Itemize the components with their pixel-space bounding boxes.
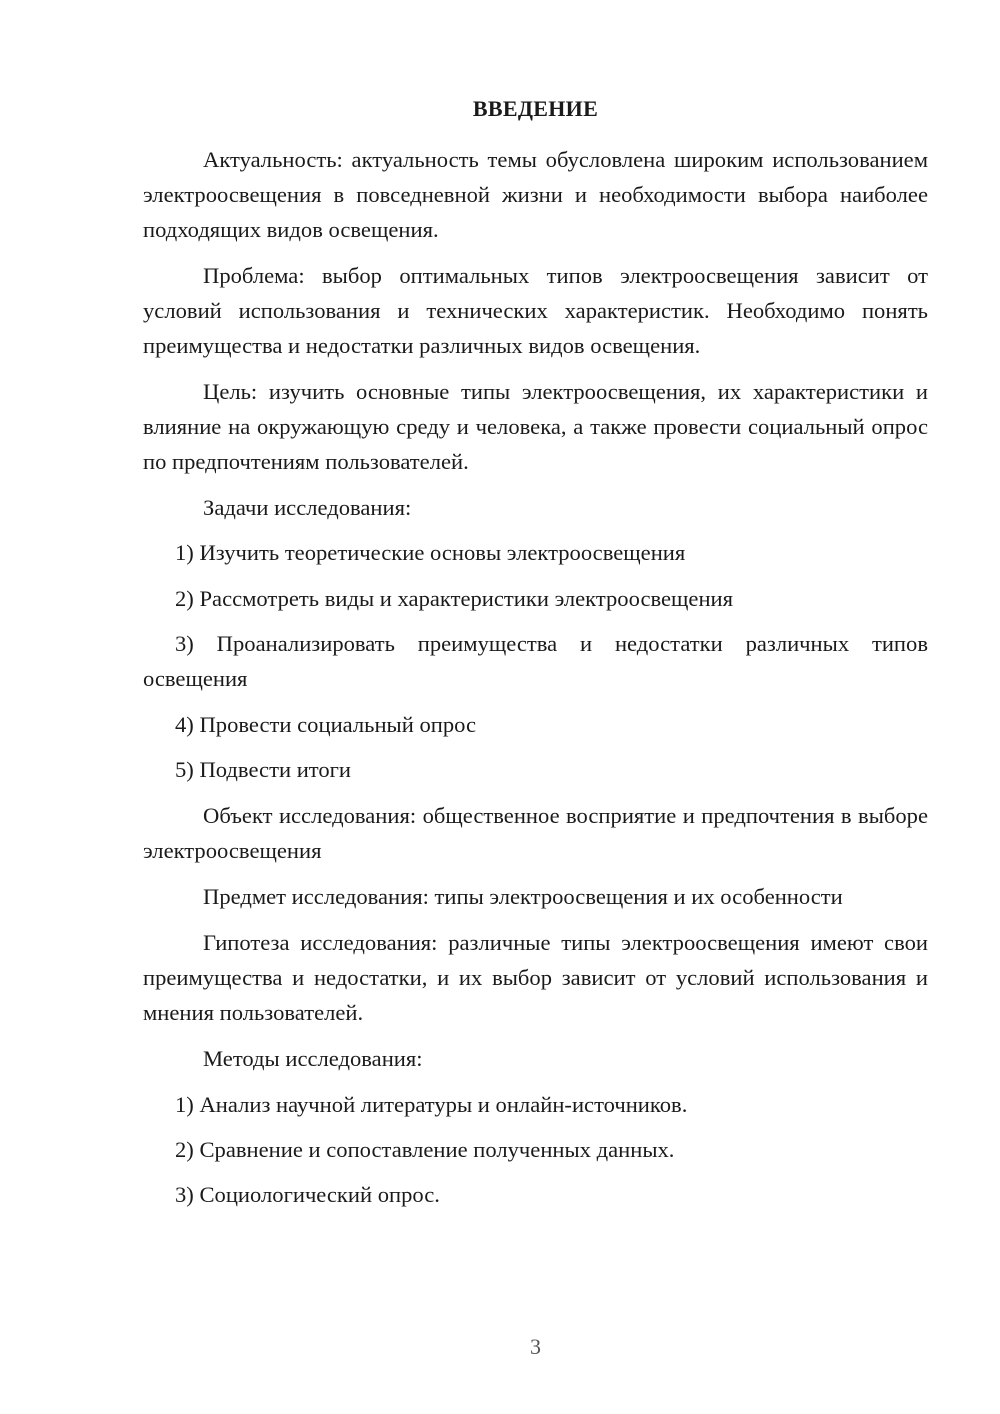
section-title: ВВЕДЕНИЕ bbox=[472, 96, 599, 121]
task-item-2: 2) Рассмотреть виды и характеристики электроосвещения bbox=[175, 586, 734, 611]
method-item-3: 3) Социологический опрос. bbox=[175, 1182, 440, 1207]
problem-paragraph: Проблема: выбор оптимальных типов электроосвещения зависит от условий использования и технических характеристик. Необходимо понять преимущества и недостатки различных видов освещения. bbox=[143, 263, 928, 358]
task-item-1: 1) Изучить теоретические основы электроосвещения bbox=[175, 540, 686, 565]
document-page bbox=[143, 0, 928, 1414]
task-item-4: 4) Провести социальный опрос bbox=[175, 712, 477, 737]
subject-paragraph: Предмет исследования: типы электроосвещения и их особенности bbox=[203, 884, 843, 909]
goal-paragraph: Цель: изучить основные типы электроосвещения, их характеристики и влияние на окружающую среду и человека, а также провести социальный опрос по предпочтениям пользователей. bbox=[143, 379, 928, 474]
object-paragraph: Объект исследования: общественное восприятие и предпочтения в выборе электроосвещения bbox=[143, 803, 928, 863]
page-number: 3 bbox=[530, 1334, 541, 1359]
tasks-heading: Задачи исследования: bbox=[203, 495, 412, 520]
task-item-3: 3) Проанализировать преимущества и недостатки различных типов освещения bbox=[143, 631, 928, 691]
hypothesis-paragraph: Гипотеза исследования: различные типы электроосвещения имеют свои преимущества и недостатки, и их выбор зависит от условий использования и мнения пользователей. bbox=[143, 930, 928, 1025]
method-item-2: 2) Сравнение и сопоставление полученных данных. bbox=[175, 1137, 675, 1162]
relevance-paragraph: Актуальность: актуальность темы обусловлена широким использованием электроосвещения в повседневной жизни и необходимости выбора наиболее подходящих видов освещения. bbox=[143, 147, 928, 242]
method-item-1: 1) Анализ научной литературы и онлайн-источников. bbox=[175, 1092, 688, 1117]
methods-heading: Методы исследования: bbox=[203, 1046, 423, 1071]
task-item-5: 5) Подвести итоги bbox=[175, 757, 352, 782]
